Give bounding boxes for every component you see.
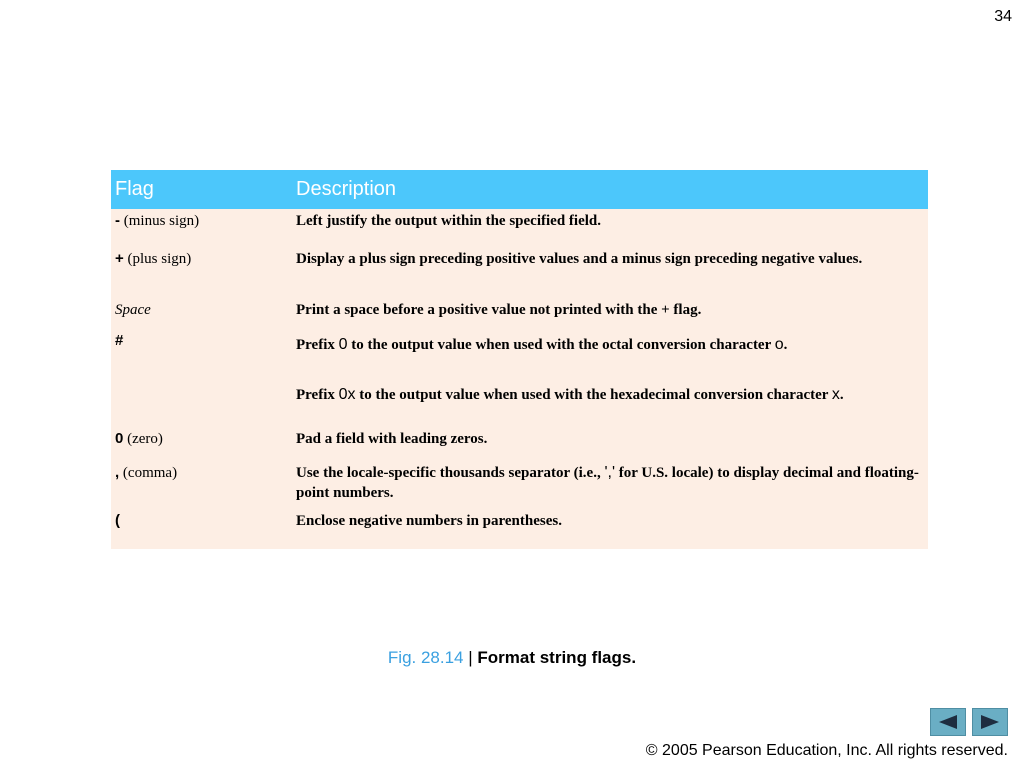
- code-text: o: [774, 336, 784, 353]
- description-line-octal: [296, 335, 924, 355]
- flag-desc: (plus sign): [127, 251, 192, 267]
- table-row: [111, 425, 928, 455]
- description-line-hex: [296, 385, 924, 405]
- table-row: [111, 455, 928, 507]
- triangle-right-icon: [979, 714, 1001, 730]
- flag-cell: [111, 425, 292, 455]
- header-description: Description: [292, 170, 928, 209]
- flag-desc: (comma): [122, 465, 178, 481]
- desc-text: Prefix: [296, 387, 339, 403]
- flag-cell: [111, 327, 292, 425]
- flag-symbol: ,: [115, 464, 120, 481]
- description-cell: [292, 327, 928, 425]
- table-row: [111, 507, 928, 549]
- desc-text: to the output value when used with the octal conversion character: [347, 337, 775, 353]
- copyright-notice: © 2005 Pearson Education, Inc. All rights reserved.: [645, 742, 1008, 759]
- figure-caption: [0, 648, 1024, 668]
- description-cell: Enclose negative numbers in parentheses.: [296, 513, 562, 529]
- flag-symbol: +: [115, 250, 124, 267]
- code-text: ',': [604, 464, 615, 481]
- flag-symbol: 0: [115, 430, 124, 447]
- figure-title: Format string flags.: [477, 648, 637, 667]
- table-row: [111, 239, 928, 297]
- format-flags-table: [111, 170, 928, 549]
- flag-desc: (zero): [127, 431, 163, 447]
- table-header-row: [111, 170, 928, 209]
- description-cell: Print a space before a positive value not printed with the + flag.: [296, 302, 702, 318]
- next-slide-button[interactable]: [972, 708, 1008, 736]
- description-cell: Left justify the output within the specified field.: [296, 213, 601, 229]
- flag-desc: (minus sign): [123, 213, 200, 229]
- triangle-left-icon: [937, 714, 959, 730]
- flag-cell: [111, 507, 292, 549]
- flag-cell: [111, 239, 292, 297]
- figure-label: Fig. 28.14: [387, 648, 464, 667]
- flag-symbol: (: [115, 512, 120, 529]
- header-flag: Flag: [111, 170, 292, 209]
- table-row: [111, 297, 928, 327]
- description-cell: Display a plus sign preceding positive values and a minus sign preceding negative values.: [296, 251, 863, 267]
- desc-text: for U.S. locale) to display decimal and floating-point numbers.: [296, 465, 919, 501]
- code-text: 0: [338, 336, 348, 353]
- description-cell: [292, 455, 928, 507]
- figure-separator: |: [463, 648, 478, 667]
- flag-cell: [111, 297, 292, 327]
- code-text: x: [831, 386, 840, 403]
- code-text: 0x: [338, 386, 356, 403]
- desc-text: to the output value when used with the hexadecimal conversion character: [355, 387, 832, 403]
- flag-cell: [111, 455, 292, 507]
- table-row: [111, 209, 928, 239]
- flag-text: Space: [115, 302, 151, 318]
- desc-text: Prefix: [296, 337, 339, 353]
- flag-symbol: -: [115, 212, 120, 229]
- desc-text: .: [783, 337, 788, 353]
- table-row: [111, 327, 928, 425]
- previous-slide-button[interactable]: [930, 708, 966, 736]
- description-cell: Pad a field with leading zeros.: [296, 431, 488, 447]
- flag-cell: [111, 209, 292, 239]
- page-number: 34: [994, 8, 1012, 25]
- desc-text: .: [839, 387, 844, 403]
- desc-text: Use the locale-specific thousands separator (i.e.,: [296, 465, 605, 481]
- flag-symbol: #: [115, 332, 124, 349]
